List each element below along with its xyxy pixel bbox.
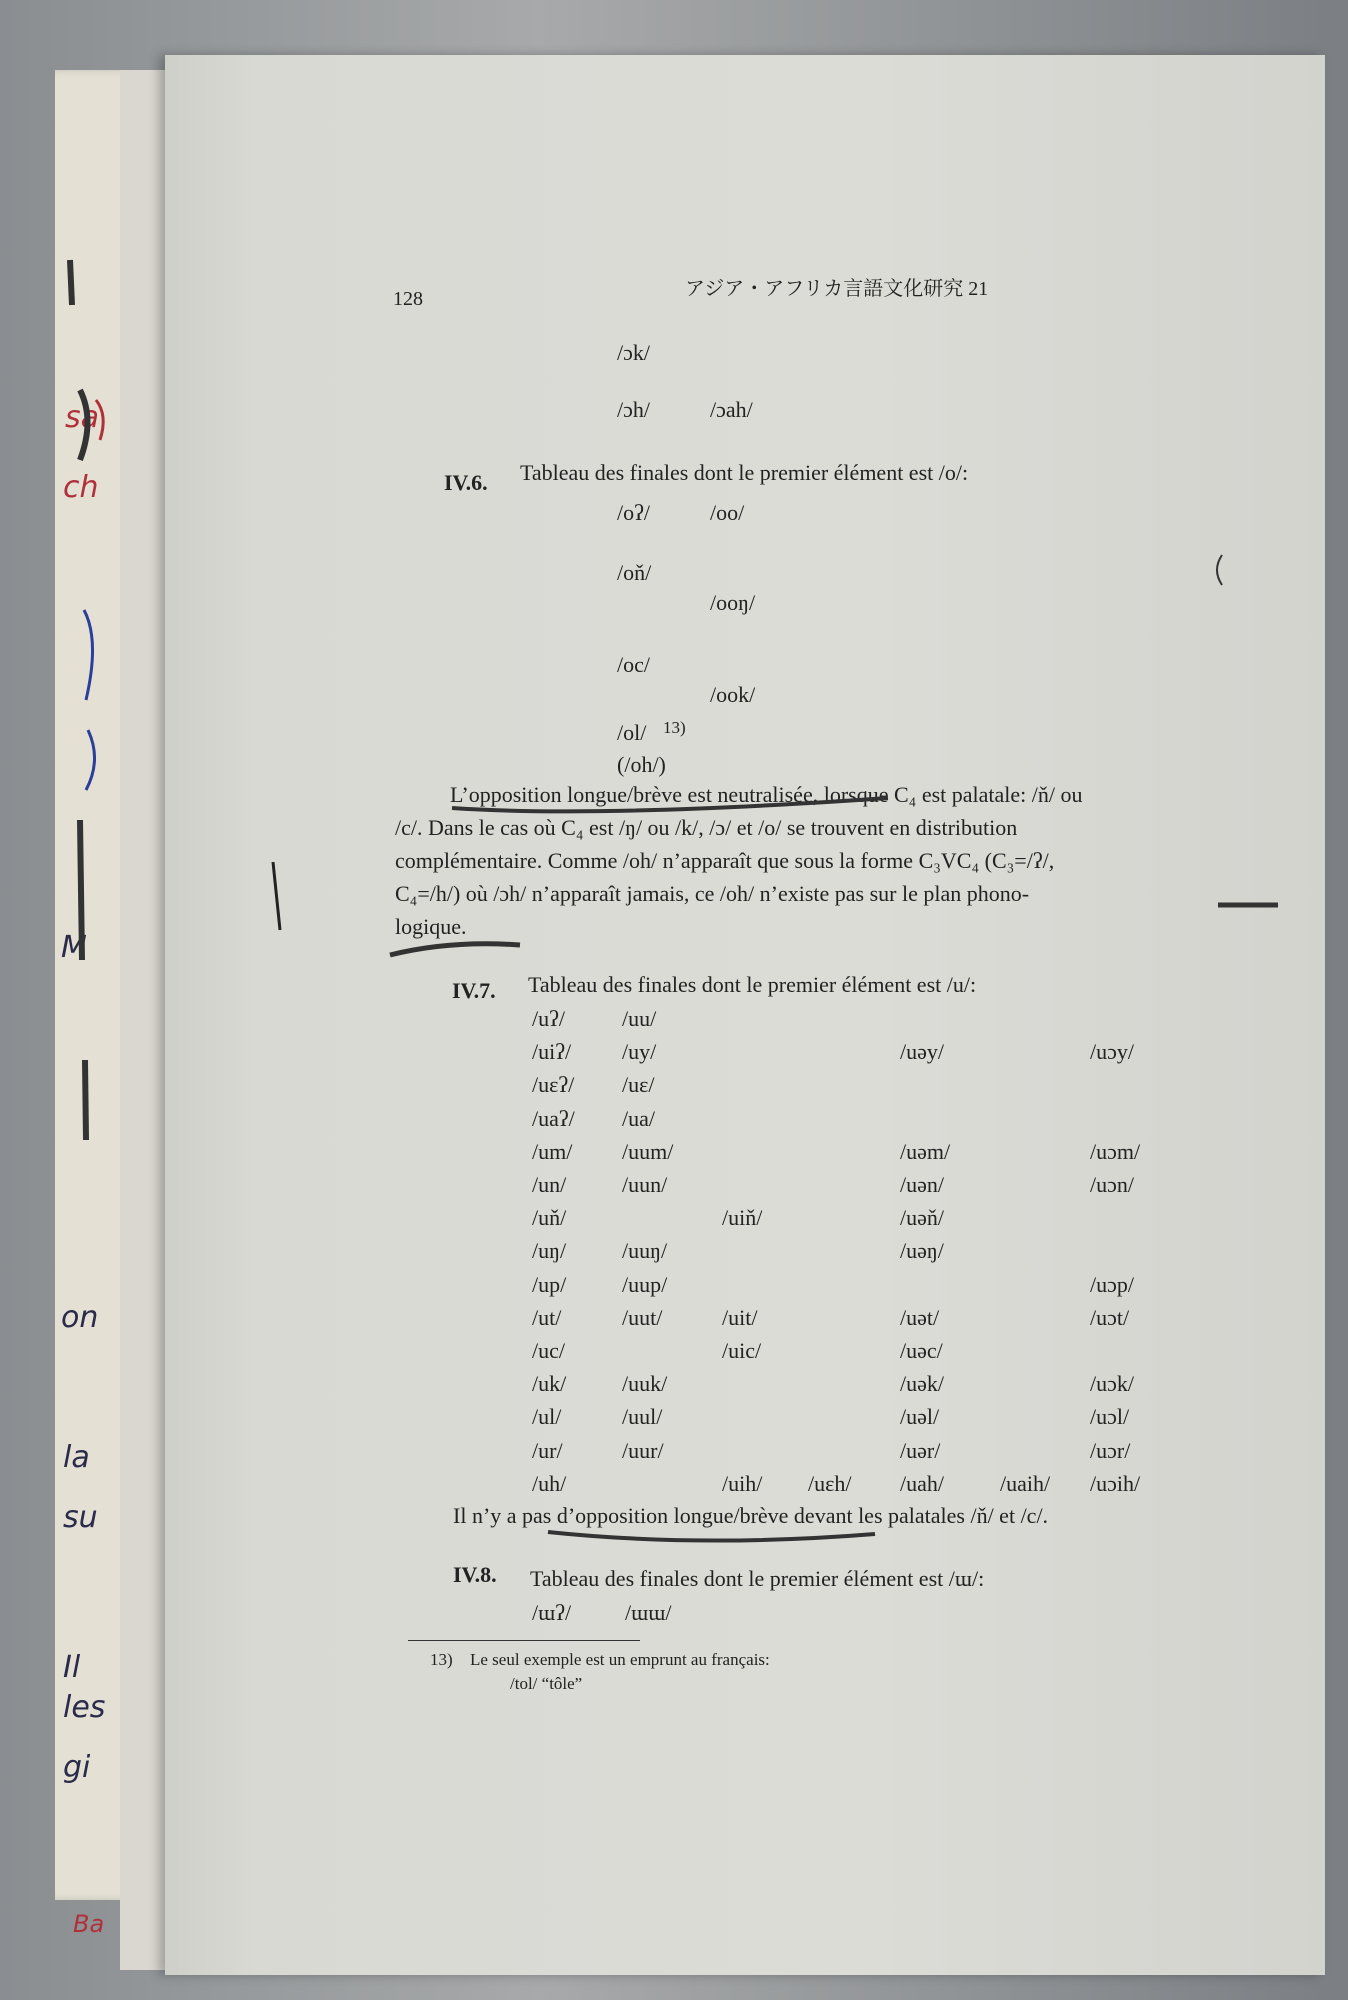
form: /oo/ <box>710 500 745 525</box>
table-cell: /uiʔ/ <box>532 1039 572 1064</box>
table-cell: /uɛ/ <box>622 1072 655 1097</box>
table-cell: /uuk/ <box>622 1371 668 1396</box>
table-cell: /uəŋ/ <box>900 1238 944 1263</box>
table-cell: /uur/ <box>622 1438 664 1463</box>
table-cell: /ur/ <box>532 1438 563 1463</box>
paragraph-line: logique. <box>395 914 467 939</box>
table-cell: /uəň/ <box>900 1205 944 1230</box>
section-title-iv7: Tableau des finales dont le premier élément est /u/: <box>528 972 977 997</box>
table-cell: /uəc/ <box>900 1338 943 1363</box>
table-cell: /uən/ <box>900 1172 944 1197</box>
table-cell: /uɔr/ <box>1090 1438 1131 1463</box>
table-cell: /uɔih/ <box>1090 1471 1141 1496</box>
notebook-scribble <box>70 260 88 1140</box>
form: /ɔk/ <box>617 340 650 365</box>
table-cell: /un/ <box>532 1172 567 1197</box>
form: /ɯɯ/ <box>625 1600 672 1625</box>
table-cell: /uək/ <box>900 1371 944 1396</box>
table-cell: /uɔn/ <box>1090 1172 1134 1197</box>
table-cell: /uh/ <box>532 1471 567 1496</box>
margin-note: la <box>63 1440 90 1475</box>
table-cell: /uun/ <box>622 1172 668 1197</box>
table-cell: /uɔp/ <box>1090 1272 1134 1297</box>
form: /oʔ/ <box>617 500 650 525</box>
pencil-mark <box>273 862 280 930</box>
table-cell: /uɔt/ <box>1090 1305 1130 1330</box>
table-cell: /uk/ <box>532 1371 567 1396</box>
table-cell: /uɔk/ <box>1090 1371 1134 1396</box>
table-cell: /uaʔ/ <box>532 1106 575 1131</box>
section-title-iv6: Tableau des finales dont le premier élément est /o/: <box>520 460 969 485</box>
table-cell: /uɔy/ <box>1090 1039 1134 1064</box>
paragraph-line: /c/. Dans le cas où C₄ est /ŋ/ ou /k/, /ɔ/ et /o/ se trouvent en distribution <box>395 815 1018 840</box>
table-cell: /ua/ <box>622 1106 655 1131</box>
pencil-mark <box>1217 555 1222 585</box>
paragraph-line: complémentaire. Comme /oh/ n’apparaît que sous la forme C₃VC₄ (C₃=/ʔ/, <box>395 848 1055 873</box>
table-cell: /up/ <box>532 1272 567 1297</box>
table-cell: /ut/ <box>532 1305 562 1330</box>
table-cell: /uih/ <box>722 1471 763 1496</box>
section-number-iv7: IV.7. <box>452 978 496 1003</box>
table-cell: /uc/ <box>532 1338 565 1363</box>
table-cell: /uəl/ <box>900 1404 940 1429</box>
table-cell: /uut/ <box>622 1305 663 1330</box>
table-cell: /uɔm/ <box>1090 1139 1141 1164</box>
table-cell: /uaih/ <box>1000 1471 1051 1496</box>
table-cell: /uň/ <box>532 1205 567 1230</box>
table-cell: /uəm/ <box>900 1139 951 1164</box>
form: /oc/ <box>617 652 650 677</box>
section-title-iv8: Tableau des finales dont le premier élément est /ɯ/: <box>530 1566 985 1591</box>
footnote-text: Le seul exemple est un emprunt au français: <box>470 1650 770 1669</box>
form: /ol/ <box>617 720 647 745</box>
table-cell: /uit/ <box>722 1305 758 1330</box>
table-cell: /um/ <box>532 1139 573 1164</box>
table-cell: /uər/ <box>900 1438 941 1463</box>
paragraph-palatales: Il n’y a pas d’opposition longue/brève devant les palatales /ň/ et /c/. <box>453 1503 1049 1528</box>
form: /ɔh/ <box>617 397 650 422</box>
table-cell: /uɔl/ <box>1090 1404 1130 1429</box>
paragraph-line: L’opposition longue/brève est neutralisée, lorsque C₄ est palatale: /ň/ ou <box>450 782 1083 807</box>
table-cell: /uɛʔ/ <box>532 1072 575 1097</box>
footnote-text: /tol/ “tôle” <box>510 1674 583 1693</box>
table-cell: /uic/ <box>722 1338 762 1363</box>
table-cell: /uul/ <box>622 1404 663 1429</box>
page-number: 128 <box>393 288 423 310</box>
margin-note: Il <box>63 1650 81 1685</box>
margin-note: su <box>63 1500 98 1535</box>
table-cell: /uum/ <box>622 1139 674 1164</box>
table-cell: /uɛh/ <box>808 1471 852 1496</box>
notebook-scribble <box>84 610 95 790</box>
table-cell: /uət/ <box>900 1305 940 1330</box>
section-number-iv8: IV.8. <box>453 1562 497 1587</box>
margin-note: Ba <box>73 1910 105 1938</box>
underline-mark <box>548 1532 875 1541</box>
margin-note: ch <box>63 470 99 505</box>
table-cell: /uup/ <box>622 1272 668 1297</box>
section-number-iv6: IV.6. <box>444 470 488 495</box>
table-cell: /uəy/ <box>900 1039 944 1064</box>
paragraph-line: C₄=/h/) où /ɔh/ n’apparaît jamais, ce /oh/ n’existe pas sur le plan phono- <box>395 881 1030 906</box>
table-cell: /uu/ <box>622 1006 657 1031</box>
table-cell: /uʔ/ <box>532 1006 565 1031</box>
running-title: アジア・アフリカ言語文化研究 21 <box>685 278 989 300</box>
table-cell: /uah/ <box>900 1471 944 1496</box>
notebook-scribble <box>96 400 103 440</box>
underline-mark <box>390 944 520 955</box>
form: (/oh/) <box>617 752 666 777</box>
table-cell: /uuŋ/ <box>622 1238 668 1263</box>
form: /oň/ <box>617 560 652 585</box>
table-cell: /uŋ/ <box>532 1238 567 1263</box>
table-cell: /uiň/ <box>722 1205 763 1230</box>
table-cell: /ul/ <box>532 1404 562 1429</box>
margin-note: sa <box>65 400 100 435</box>
form: /ooŋ/ <box>710 590 756 615</box>
form: /ɔah/ <box>710 397 753 422</box>
margin-note: M <box>61 930 87 965</box>
margin-note: gi <box>63 1750 91 1785</box>
footnote-number: 13) <box>430 1650 453 1669</box>
underline-mark <box>452 798 888 811</box>
margin-note: les <box>63 1690 106 1725</box>
margin-note: on <box>61 1300 99 1335</box>
table-cell: /uy/ <box>622 1039 657 1064</box>
footnote-ref: 13) <box>663 718 686 737</box>
form: /ɯʔ/ <box>532 1600 572 1625</box>
form: /ook/ <box>710 682 756 707</box>
